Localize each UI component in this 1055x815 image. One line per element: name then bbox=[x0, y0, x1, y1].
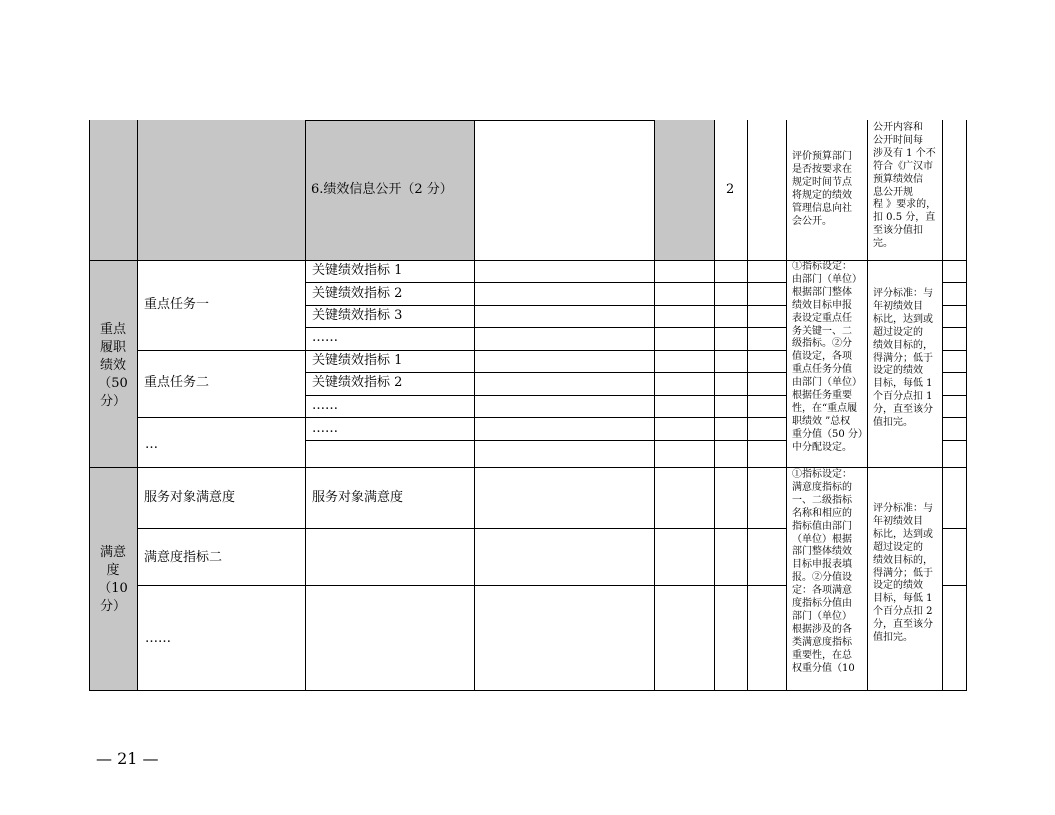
sat-item-two: 满意度指标二 bbox=[144, 550, 223, 565]
key-standard: 评分标准：与 年初绩效目 标比，达到或 超过设定的 绩效目标的， 得满分；低于 设定的绩效 目标，每低 1 个百分点扣 1 分，直至该分 值扣完。 bbox=[873, 288, 933, 429]
top-row-score: 2 bbox=[726, 182, 735, 197]
key-indicator-row: 关键绩效指标 2 bbox=[312, 286, 403, 301]
section-sat-label: 满意 度 （10 分） bbox=[98, 545, 128, 614]
key-task-more: … bbox=[145, 437, 158, 452]
key-indicator-row: 关键绩效指标 1 bbox=[312, 353, 403, 368]
key-task-one: 重点任务一 bbox=[144, 297, 210, 312]
top-row-shade-col5 bbox=[654, 120, 714, 260]
key-task-two: 重点任务二 bbox=[144, 375, 210, 390]
sat-criteria: ①指标设定： 满意度指标的 一、二级指标 名称和相应的 指标值由部门 （单位）根据 部门整体绩效 目标申报表填 报。②分值设 定：各项满意 度指标分值由 部门（单位） 根据涉及的各 类满意度指标 重要性，在总 权重分值（10 bbox=[792, 469, 855, 674]
sat-item-one-indicator: 服务对象满意度 bbox=[312, 490, 404, 505]
page-number: — 21 — bbox=[96, 749, 159, 768]
key-indicator-row: 关键绩效指标 2 bbox=[312, 375, 403, 390]
top-row-indicator: 6.绩效信息公开（2 分） bbox=[311, 182, 453, 197]
sat-item-one: 服务对象满意度 bbox=[144, 490, 236, 505]
key-indicator-row: …… bbox=[312, 398, 338, 413]
top-row-standard: 公开内容和 公开时间每 涉及有 1 个不 符合《广汉市 预算绩效信 息公开规 程 》要求的， 扣 0.5 分，直 至该分值扣 完。 bbox=[873, 122, 937, 250]
key-criteria: ①指标设定： 由部门（单位） 根据部门整体 绩效目标申报 表设定重点任 务关键一、二 级指标。②分 值设定，各项 重点任务分值 由部门（单位） 根据任务重要 性，在“重点履 职绩效 ”总权 重分值（50 分） 中分配设定。 bbox=[792, 261, 868, 453]
section-key-label: 重点 履职 绩效 （50 分） bbox=[98, 322, 128, 409]
key-indicator-row: …… bbox=[312, 421, 338, 436]
key-indicator-row: 关键绩效指标 3 bbox=[312, 308, 403, 323]
top-row-shade-col1 bbox=[89, 120, 137, 260]
key-indicator-row: 关键绩效指标 1 bbox=[312, 263, 403, 278]
key-indicator-row: …… bbox=[312, 330, 338, 345]
sat-item-three: …… bbox=[145, 631, 171, 646]
top-row-shade-col2 bbox=[137, 120, 305, 260]
sat-standard: 评分标准：与 年初绩效目 标比，达到或 超过设定的 绩效目标的， 得满分；低于 设定的绩效 目标，每低 1 个百分点扣 2 分，直至该分 值扣完。 bbox=[873, 503, 933, 644]
top-row-criteria: 评价预算部门 是否按要求在 规定时间节点 将规定的绩效 管理信息向社 会公开。 bbox=[792, 151, 852, 227]
